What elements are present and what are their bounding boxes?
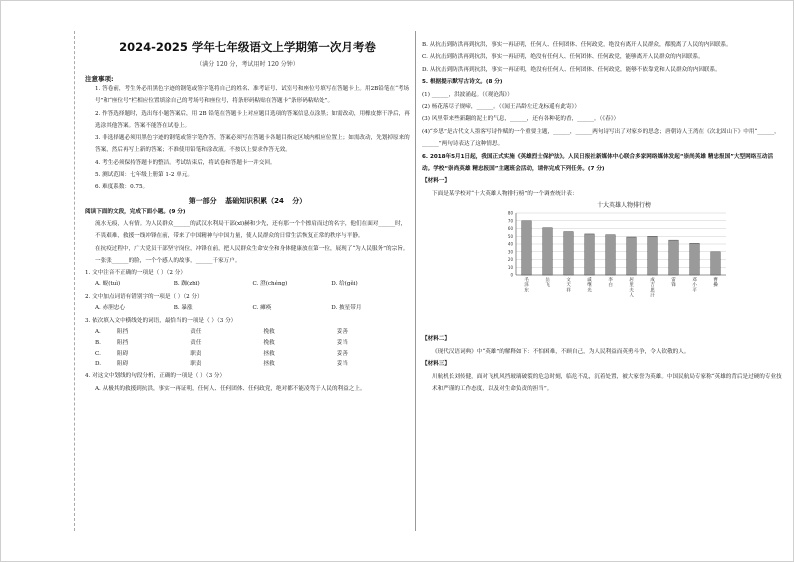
x-tick-label: 成吉思汗 — [650, 278, 655, 299]
q1-option-b: B. 踟(zhī) — [173, 281, 200, 288]
q4-option-c: C. 从抗击到防洪再到抗洪，事实一再证明，绝没有任何人、任何团体、任何政党，能够离开人民群众的内因联系。 — [422, 54, 704, 61]
y-tick-label: 80 — [507, 210, 513, 216]
q5-item: (2) 杨花落尽子规啼，______。（《闻王昌龄左迁龙标遥有此寄》） — [422, 104, 580, 111]
chart-svg — [494, 209, 734, 329]
bar — [585, 234, 594, 275]
binding-margin — [15, 31, 75, 531]
hero-ranking-chart — [494, 200, 734, 333]
notice-item: 4. 考生必须保持答题卡的整洁。考试结束后，将试卷和答题卡一并交回。 — [95, 159, 276, 166]
question-6: 6. 2018年5月1日起，我国正式实施《英雄烈士保护法》。人民日报社新媒体中心联合多家网络媒体发起“崇尚英雄 精忠报国”大型网络互动活动。学校“崇尚英雄 精忠报国”主题班会活动，请你完成下列任务。(7 分) — [422, 153, 774, 173]
q4-option-d: D. 从抗击到防洪再到抗洪，事实一再证明，绝没有任何人、任何团体、任何政党，能够不依靠党和人民群众的内因联系。 — [422, 66, 721, 73]
bar — [627, 237, 636, 275]
q3-options — [85, 327, 410, 370]
bar — [711, 252, 720, 275]
exam-subtitle: （满分 120 分，考试用时 120 分钟） — [196, 61, 299, 68]
q3-d-letter: D. — [95, 361, 102, 368]
notice-item: 3. 非选择题必须用黑色字迹的钢笔或签字笔作答，答案必须写在答题卡各题目指定区域内相应位置上；如需改动，先划掉原来的答案，然后再写上新的答案；不准使用铅笔和涂改液。不按以上要求作答无效。 — [95, 135, 410, 154]
q3-a-word: 妥善 — [336, 329, 348, 336]
exam-title: 2024-2025 学年七年级语文上学期第一次月考卷 — [119, 40, 376, 54]
q5-item: (1) ______，洪波涌起。（《观沧海》） — [422, 91, 513, 98]
y-tick-label: 60 — [507, 226, 513, 232]
question-3: 3. 依次填入文中横线处的词语，最恰当的一项是（ ）（3 分） — [85, 317, 237, 324]
bar — [648, 237, 657, 276]
q3-b-letter: B. — [95, 339, 101, 346]
q4-option-a: A. 从极其的救援到抗洪，事实一再证明，任何人、任何团体、任何政党，绝对都不能凌驾于人民的利益之上。 — [95, 385, 366, 392]
q3-c-word: 职责 — [190, 350, 202, 357]
notice-item: 6. 难度系数：0.75。 — [95, 184, 149, 191]
y-tick-label: 70 — [507, 218, 513, 224]
q3-d-word: 阻碍 — [117, 361, 129, 368]
q2-option-a: A. 赤胆忠心 — [95, 305, 125, 312]
q3-a-word: 责任 — [190, 329, 202, 336]
q3-c-word: 拯救 — [263, 350, 275, 357]
reading-intro: 阅读下面的文段，完成下面小题。(9 分) — [85, 208, 186, 215]
q4-option-b: B. 从抗击到防洪再到抗洪，事实一再证明，任何人、任何团体、任何政党，绝没有离开人民群众，都脱离了人民的内因联系。 — [422, 42, 732, 48]
q5-item: (4)“乡思”是古代文人墨客写诗作赋的一个重要主题，______，______两句诗写出了对家乡的思念；唐朝诗人王湾在《次北固山下》中用“______，______”两句诗表达了这种情思。 — [422, 128, 780, 148]
x-tick-label: 文天祥 — [566, 278, 571, 294]
material-2-text: 《现代汉语词典》中“英雄”的解释如下：不怕困难，不顾自己，为人民利益而英勇斗争，令人钦敬的人。 — [432, 348, 690, 355]
x-tick-label: 戚继光 — [587, 278, 592, 294]
q2-option-c: C. 瘫痪 — [252, 305, 272, 312]
right-column — [422, 1, 782, 561]
chart-title: 十大英雄人物排行榜 — [596, 202, 651, 210]
q3-a-letter: A. — [95, 329, 101, 336]
q3-d-word: 拯救 — [263, 361, 275, 368]
notice-item: 5. 测试范围：七年级上册第 1-2 单元。 — [95, 172, 193, 179]
bar — [690, 244, 699, 276]
bar — [606, 235, 615, 275]
q3-c-word: 妥善 — [336, 350, 348, 357]
x-tick-label: 岳飞 — [545, 278, 550, 289]
notice-item: 1. 答卷前，考生务必用黑色字迹的钢笔或签字笔将自己的姓名、准考证号、试室号和座位号填写在答题卡上。用2B铅笔在“考场号”和“座位号”栏相应位置填涂自己的考场号和座位号，将条形码粘贴在答题卡“条形码粘贴处”。 — [95, 86, 410, 105]
x-tick-label: 居里夫人 — [629, 278, 634, 299]
question-2: 2. 文中加点词语有错别字的一项是（ ）（2 分） — [85, 293, 203, 300]
y-tick-label: 40 — [507, 241, 513, 247]
y-tick-label: 10 — [507, 265, 513, 271]
q3-c-word: 阻碍 — [117, 350, 129, 357]
material-2-heading: 【材料二】 — [422, 336, 450, 343]
bar — [522, 221, 531, 275]
passage-paragraph: 流水无痕，人有情。为人民群众______的武汉水利局干部(xī)赫和少先，还有那一个个擦肩而过的名字，他们在面对______时，不畏艰难，救援一线冲锋在前，带来了中国精神与中国力量，使人民群众的日常生活恢复正常的秩序与平静。 — [95, 220, 407, 240]
x-tick-label: 邓小平 — [692, 278, 697, 294]
x-tick-label: 李白 — [608, 278, 613, 289]
y-tick-label: 50 — [507, 234, 513, 240]
question-4: 4. 对这文中划线的句段分析，正确的一项是（ ）（3 分） — [85, 373, 226, 380]
q1-option-d: D. 给(gěi) — [331, 281, 358, 288]
notice-heading: 注意事项: — [85, 75, 114, 83]
material-1-text: 下面是某学校对“十大英雄人物排行榜”的一个调查统计表： — [432, 190, 578, 197]
q3-c-letter: C. — [95, 350, 101, 357]
x-tick-label: 雷锋 — [671, 278, 676, 289]
bar — [669, 240, 678, 275]
q3-a-word: 挽救 — [263, 329, 275, 336]
passage-paragraph: 在抗疫过程中，广大党员干部坚守岗位，冲锋在前，把人民群众生命安全和身体健康放在第一位，展现了“为人民服务”的宗旨。一张张______的脸，一个个感人的故事，______千家万户。 — [95, 245, 409, 264]
q3-d-word: 职责 — [190, 361, 202, 368]
q2-options — [85, 303, 410, 315]
column-divider — [415, 31, 416, 531]
q3-b-word: 责任 — [190, 339, 202, 346]
material-3-heading: 【材料三】 — [422, 361, 450, 368]
q3-d-word: 妥当 — [336, 361, 348, 368]
bar — [543, 228, 552, 275]
q2-option-b: B. 暴涨 — [173, 305, 193, 312]
x-tick-label: 毛泽东 — [524, 278, 529, 294]
x-tick-label: 曹操 — [713, 278, 718, 289]
q3-b-word: 挽救 — [263, 339, 275, 346]
y-tick-label: 20 — [507, 257, 513, 263]
material-3-text: 川航机长刘传健，面对飞机风挡玻璃破裂的危急时刻，临危不乱，沉着处置，被大家誉为英雄。中国民航局专家称“英雄的背后是过硬的专业技术和严谨的工作态度，以及对生命负责的担当”。 — [432, 373, 782, 392]
material-1-heading: 【材料一】 — [422, 178, 450, 185]
q3-b-word: 阻挡 — [117, 339, 129, 346]
q3-b-word: 妥当 — [336, 339, 348, 346]
y-tick-label: 30 — [507, 249, 513, 255]
q1-option-c: C. 澄(chéng) — [252, 281, 288, 288]
left-column — [85, 1, 410, 561]
part-one-heading: 第一部分 基础知识积累（24 分） — [188, 196, 307, 205]
y-tick-label: 0 — [510, 272, 513, 278]
question-5: 5. 根据提示默写古诗文。(8 分) — [422, 79, 503, 86]
q1-option-a: A. 蜕(tuì) — [95, 281, 121, 288]
q3-a-word: 阻挡 — [117, 329, 129, 336]
bar — [564, 232, 573, 275]
question-1: 1. 文中注音不正确的一项是（ ）（2 分） — [85, 270, 186, 277]
notice-item: 2. 作答选择题时，选出每小题答案后，用 2B 铅笔在答题卡上对应题目选项的答案信息点涂黑；如需改动，用橡皮擦干净后，再选涂其他答案。答案不能答在试卷上。 — [95, 110, 410, 129]
q1-options — [85, 279, 410, 291]
q5-item: (3) 风里带来些新翻的泥土的气息，______，还有各种花的香，______。（《春》） — [422, 116, 620, 123]
q2-option-d: D. 披星带月 — [331, 305, 362, 312]
